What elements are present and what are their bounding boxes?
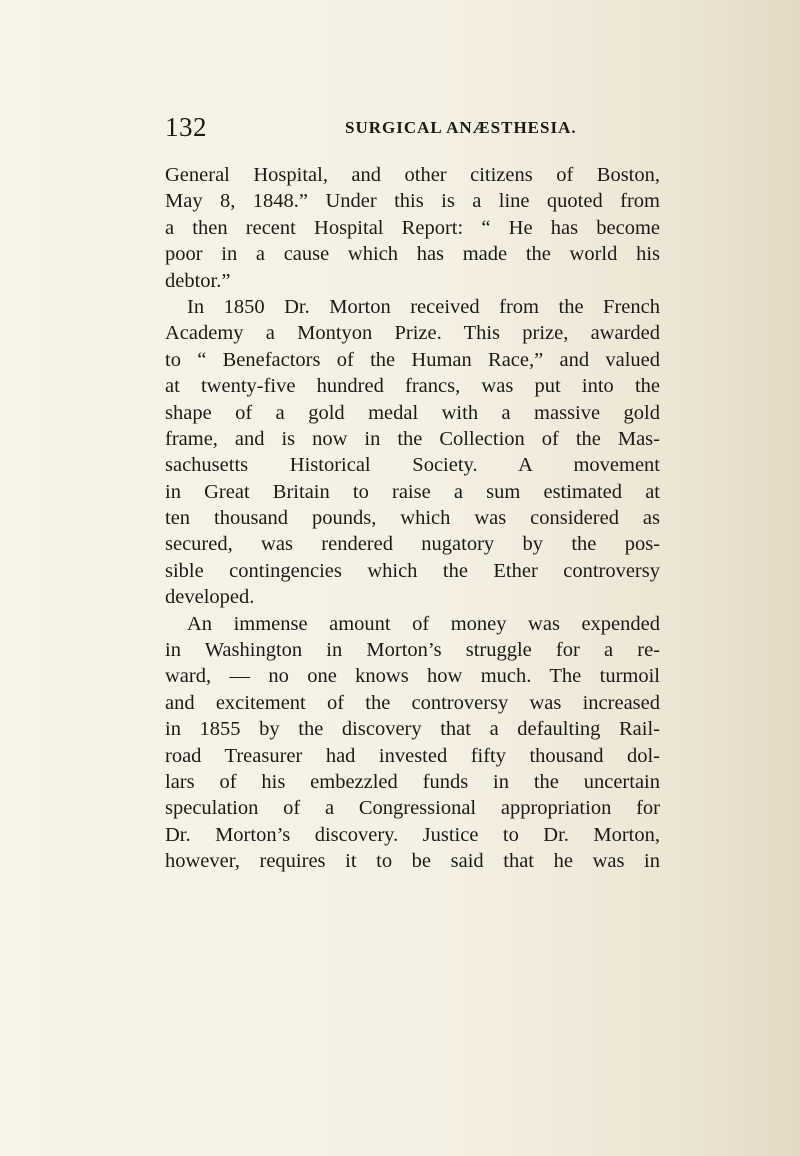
text-line: in Washington in Morton’s struggle for a re- [165, 639, 660, 662]
body-text [165, 162, 660, 875]
text-line: however, requires it to be said that he was in [165, 850, 660, 873]
text-line: An immense amount of money was expended [187, 612, 660, 635]
text-line: debtor.” [165, 269, 231, 292]
text-line: at twenty-five hundred francs, was put into the [165, 375, 660, 398]
text-line: poor in a cause which has made the world his [165, 243, 660, 266]
text-line: General Hospital, and other citizens of Boston, [165, 164, 660, 186]
text-line: to “ Benefactors of the Human Race,” and valued [165, 348, 660, 371]
text-line: In 1850 Dr. Morton received from the French [187, 295, 660, 318]
text-line: shape of a gold medal with a massive gold [165, 401, 660, 424]
page-number: 132 [165, 112, 207, 142]
text-line: lars of his embezzled funds in the uncertain [165, 770, 660, 793]
text-line: Dr. Morton’s discovery. Justice to Dr. Morton, [165, 823, 660, 846]
text-line: Academy a Montyon Prize. This prize, awarded [165, 322, 660, 345]
text-line: frame, and is now in the Collection of the Mas- [165, 427, 660, 450]
text-line: sible contingencies which the Ether controversy [165, 559, 660, 582]
text-line: in 1855 by the discovery that a defaulting Rail- [165, 718, 660, 741]
text-line: in Great Britain to raise a sum estimated at [165, 480, 660, 503]
text-line: May 8, 1848.” Under this is a line quoted from [165, 190, 660, 213]
text-line: speculation of a Congressional appropriation for [165, 797, 660, 820]
text-line: secured, was rendered nugatory by the pos- [165, 533, 660, 556]
text-line: ten thousand pounds, which was considered as [165, 507, 660, 530]
running-title: SURGICAL ANÆSTHESIA. [345, 118, 577, 137]
text-line: a then recent Hospital Report: “ He has become [165, 216, 660, 239]
text-line: road Treasurer had invested fifty thousand dol- [165, 744, 660, 767]
text-line: ward, — no one knows how much. The turmoil [165, 665, 660, 688]
text-line: developed. [165, 586, 255, 609]
running-head [165, 112, 665, 142]
text-line: sachusetts Historical Society. A movement [165, 454, 660, 477]
text-line: and excitement of the controversy was increased [165, 691, 660, 714]
